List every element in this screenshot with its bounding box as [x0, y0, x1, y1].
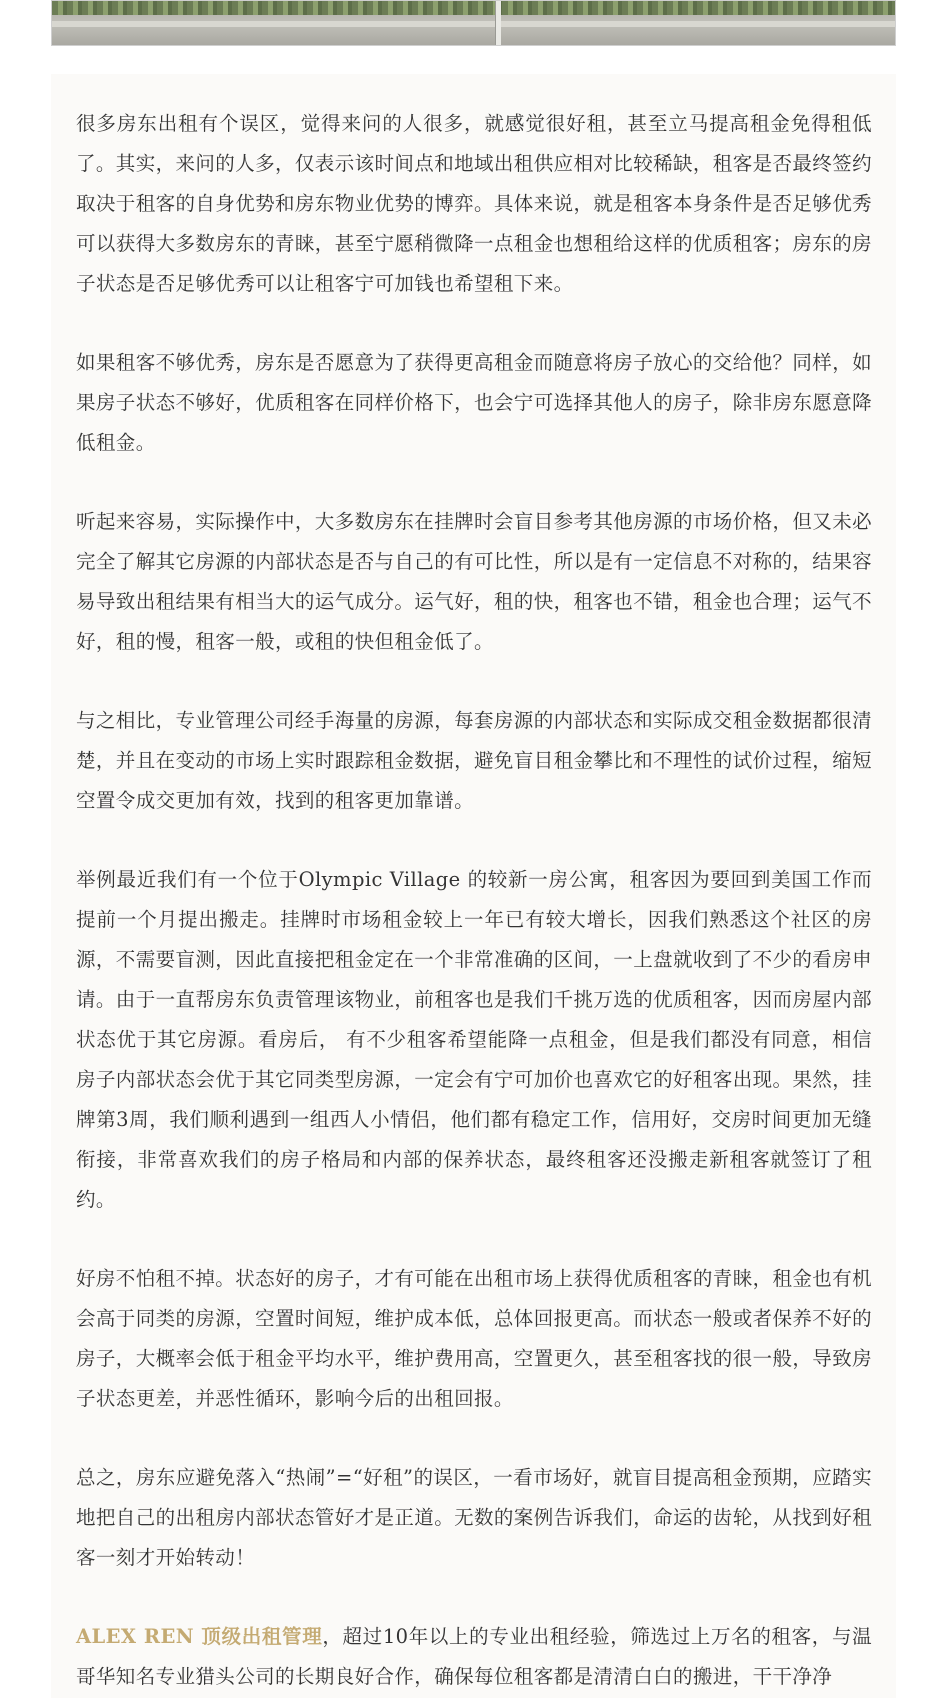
paragraph-2: 如果租客不够优秀，房东是否愿意为了获得更高租金而随意将房子放心的交给他？同样，如果房子状态不够好，优质租客在同样价格下，也会宁可选择其他人的房子，除非房东愿意降低租金。 — [76, 351, 873, 454]
photo-road — [52, 27, 895, 46]
paragraph-6: 好房不怕租不掉。状态好的房子，才有可能在出租市场上获得优质租客的青睐，租金也有机会高于同类的房源，空置时间短，维护成本低，总体回报更高。而状态一般或者保养不好的房子，大概率会低于租金平均水平，维护费用高，空置更久，甚至租客找的很一般，导致房子状态更差，并恶性循环，影响今后的出租回报。 — [76, 1267, 873, 1410]
paragraph-3: 听起来容易，实际操作中，大多数房东在挂牌时会盲目参考其他房源的市场价格，但又未必完全了解其它房源的内部状态是否与自己的有可比性，所以是有一定信息不对称的，结果容易导致出租结果有相当大的运气成分。运气好，租的快，租客也不错，租金也合理；运气不好，租的慢，租客一般，或租的快但租金低了。 — [76, 510, 873, 653]
closing-text: ，超过10年以上的专业出租经验，筛选过上万名的租客，与温哥华知名专业猎头公司的长期良好合作，确保每位租客都是清清白白的搬进，干干净净 — [76, 1625, 873, 1688]
photo-pole — [495, 1, 501, 46]
paragraph-1: 很多房东出租有个误区，觉得来问的人很多，就感觉很好租，甚至立马提高租金免得租低了。其实，来问的人多，仅表示该时间点和地域出租供应相对比较稀缺，租客是否最终签约取决于租客的自身优势和房东物业优势的博弈。具体来说，就是租客本身条件是否足够优秀可以获得大多数房东的青睐，甚至宁愿稍微降一点租金也想租给这样的优质租客；房东的房子状态是否足够优秀可以让租客宁可加钱也希望租下来。 — [76, 112, 873, 295]
paragraph-7: 总之，房东应避免落入“热闹”=“好租”的误区，一看市场好，就盲目提高租金预期，应踏实地把自己的出租房内部状态管好才是正道。无数的案例告诉我们，命运的齿轮，从找到好租客一刻才开始转动！ — [76, 1466, 873, 1569]
article-body — [51, 74, 896, 1697]
article-card — [51, 74, 896, 1698]
closing-paragraph — [76, 1617, 872, 1697]
header-photo — [51, 0, 896, 46]
paragraph-4: 与之相比，专业管理公司经手海量的房源，每套房源的内部状态和实际成交租金数据都很清楚，并且在变动的市场上实时跟踪租金数据，避免盲目租金攀比和不理性的试价过程，缩短空置令成交更加有效，找到的租客更加靠谱。 — [76, 709, 873, 812]
photo-hedge — [52, 1, 895, 15]
paragraph-5: 举例最近我们有一个位于Olympic Village 的较新一房公寓，租客因为要回到美国工作而提前一个月提出搬走。挂牌时市场租金较上一年已有较大增长，因我们熟悉这个社区的房源，不需要盲测，因此直接把租金定在一个非常准确的区间，一上盘就收到了不少的看房申请。由于一直帮房东负责管理该物业，前租客也是我们千挑万选的优质租客，因而房屋内部状态优于其它房源。看房后， 有不少租客希望能降一点租金，但是我们都没有同意，相信房子内部状态会优于其它同类型房源，一定会有宁可加价也喜欢它的好租客出现。果然，挂牌第3周，我们顺利遇到一组西人小情侣，他们都有稳定工作，信用好，交房时间更加无缝衔接，非常喜欢我们的房子格局和内部的保养状态，最终租客还没搬走新租客就签订了租约。 — [76, 868, 873, 1211]
brand-name: ALEX REN 顶级出租管理 — [76, 1625, 323, 1648]
